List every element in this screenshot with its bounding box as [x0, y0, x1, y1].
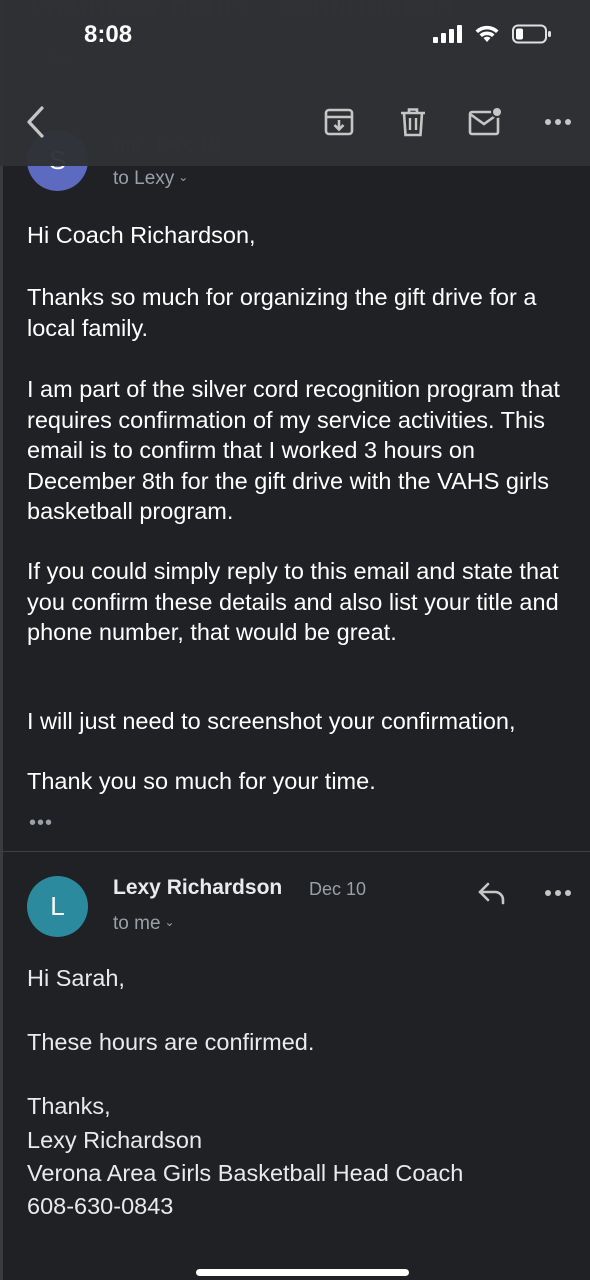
archive-icon — [323, 106, 355, 138]
message-toolbar — [0, 92, 590, 156]
message-greeting: Hi Coach Richardson, — [27, 222, 256, 248]
avatar[interactable]: L — [27, 876, 88, 937]
message-paragraph: Thanks so much for organizing the gift drive for a local family. — [27, 284, 537, 341]
message-signoff: Thanks, — [27, 1093, 111, 1119]
cellular-signal-icon — [432, 24, 462, 44]
reply-icon — [477, 881, 507, 905]
recipient-text: to Lexy — [113, 168, 175, 189]
message-paragraph: These hours are confirmed. — [27, 1029, 315, 1055]
status-icons — [432, 24, 552, 44]
wifi-icon — [474, 24, 500, 44]
battery-icon — [512, 24, 552, 44]
mark-unread-icon — [468, 106, 504, 138]
archive-button[interactable] — [319, 102, 359, 142]
sender-name[interactable]: Lexy Richardson — [113, 876, 283, 899]
show-quoted-text-button[interactable]: ••• — [29, 812, 54, 834]
signature-title: Verona Area Girls Basketball Head Coach — [27, 1160, 464, 1186]
recipient-details-toggle[interactable] — [113, 168, 188, 190]
message-paragraph: Thank you so much for your time. — [27, 768, 376, 794]
more-options-button[interactable] — [538, 102, 578, 142]
more-icon — [544, 118, 572, 126]
recipient-details-toggle[interactable] — [113, 913, 175, 935]
recipient-text: to me — [113, 913, 161, 934]
chevron-down-icon: ⌄ — [178, 170, 189, 184]
mark-unread-button[interactable] — [466, 102, 506, 142]
signature-name: Lexy Richardson — [27, 1127, 203, 1153]
message-more-button[interactable] — [538, 873, 578, 913]
delete-button[interactable] — [393, 102, 433, 142]
message-paragraph: I am part of the silver cord recognition program that requires confirmation of my service activities. This email is to confirm that I worked 3 hours on December 8th for the gift drive with the VAHS girls basketball program. — [27, 376, 560, 524]
message-date: Dec 10 — [309, 879, 367, 899]
trash-icon — [398, 106, 428, 138]
more-icon — [544, 889, 572, 897]
chevron-down-icon: ⌄ — [164, 915, 175, 929]
message-paragraph: I will just need to screenshot your confirmation, — [27, 708, 516, 734]
back-button[interactable] — [16, 102, 56, 142]
status-time: 8:08 — [84, 21, 133, 48]
message-paragraph: If you could simply reply to this email and state that you confirm these details and also list your title and phone number, that would be great. — [27, 558, 559, 645]
message-divider — [0, 851, 590, 852]
reply-button[interactable] — [472, 873, 512, 913]
message-greeting: Hi Sarah, — [27, 965, 125, 991]
home-indicator[interactable] — [196, 1269, 409, 1276]
status-bar — [0, 0, 590, 72]
chevron-left-icon — [24, 105, 48, 139]
signature-phone[interactable]: 608-630-0843 — [27, 1193, 174, 1219]
